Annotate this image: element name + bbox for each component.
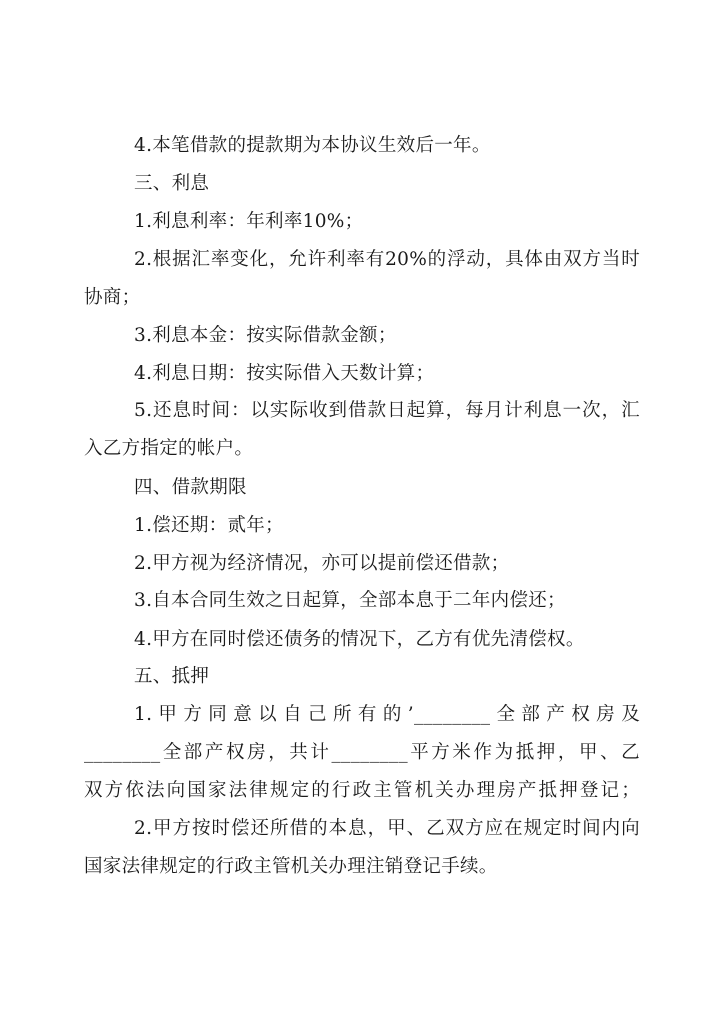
- paragraph-line: 3.利息本金：按实际借款金额；: [134, 325, 397, 346]
- paragraph-line: 2.根据汇率变化，允许利率有20%的浮动，具体由双方当时: [134, 249, 640, 270]
- paragraph-line: 4.甲方在同时偿还债务的情况下，乙方有优先清偿权。: [134, 629, 585, 650]
- section-heading: 五、抵押: [134, 666, 210, 687]
- paragraph-line: 4.利息日期：按实际借入天数计算；: [134, 363, 435, 384]
- section-heading: 四、借款期限: [134, 477, 247, 498]
- paragraph-line: 1.甲方同意以自己所有的’________全部产权房及: [134, 704, 640, 725]
- paragraph-line: 双方依法向国家法律规定的行政主管机关办理房产抵押登记；: [84, 780, 640, 801]
- paragraph-line: 协商；: [84, 287, 141, 308]
- paragraph-line: 1.利息利率：年利率10%；: [134, 211, 364, 232]
- paragraph-line: 2.甲方按时偿还所借的本息，甲、乙双方应在规定时间内向: [134, 818, 640, 839]
- paragraph-line: 4.本笔借款的提款期为本协议生效后一年。: [134, 135, 491, 156]
- paragraph-line: 入乙方指定的帐户。: [84, 438, 254, 459]
- paragraph-line: 2.甲方视为经济情况，亦可以提前偿还借款；: [134, 553, 510, 574]
- section-heading: 三、利息: [134, 173, 210, 194]
- paragraph-line: 1.偿还期：贰年；: [134, 515, 284, 536]
- paragraph-line: 国家法律规定的行政主管机关办理注销登记手续。: [84, 856, 498, 877]
- paragraph-line: 3.自本合同生效之日起算，全部本息于二年内偿还；: [134, 590, 566, 611]
- paragraph-line: ________全部产权房，共计________平方米作为抵押，甲、乙: [84, 742, 640, 763]
- paragraph-line: 5.还息时间：以实际收到借款日起算，每月计利息一次，汇: [134, 400, 640, 421]
